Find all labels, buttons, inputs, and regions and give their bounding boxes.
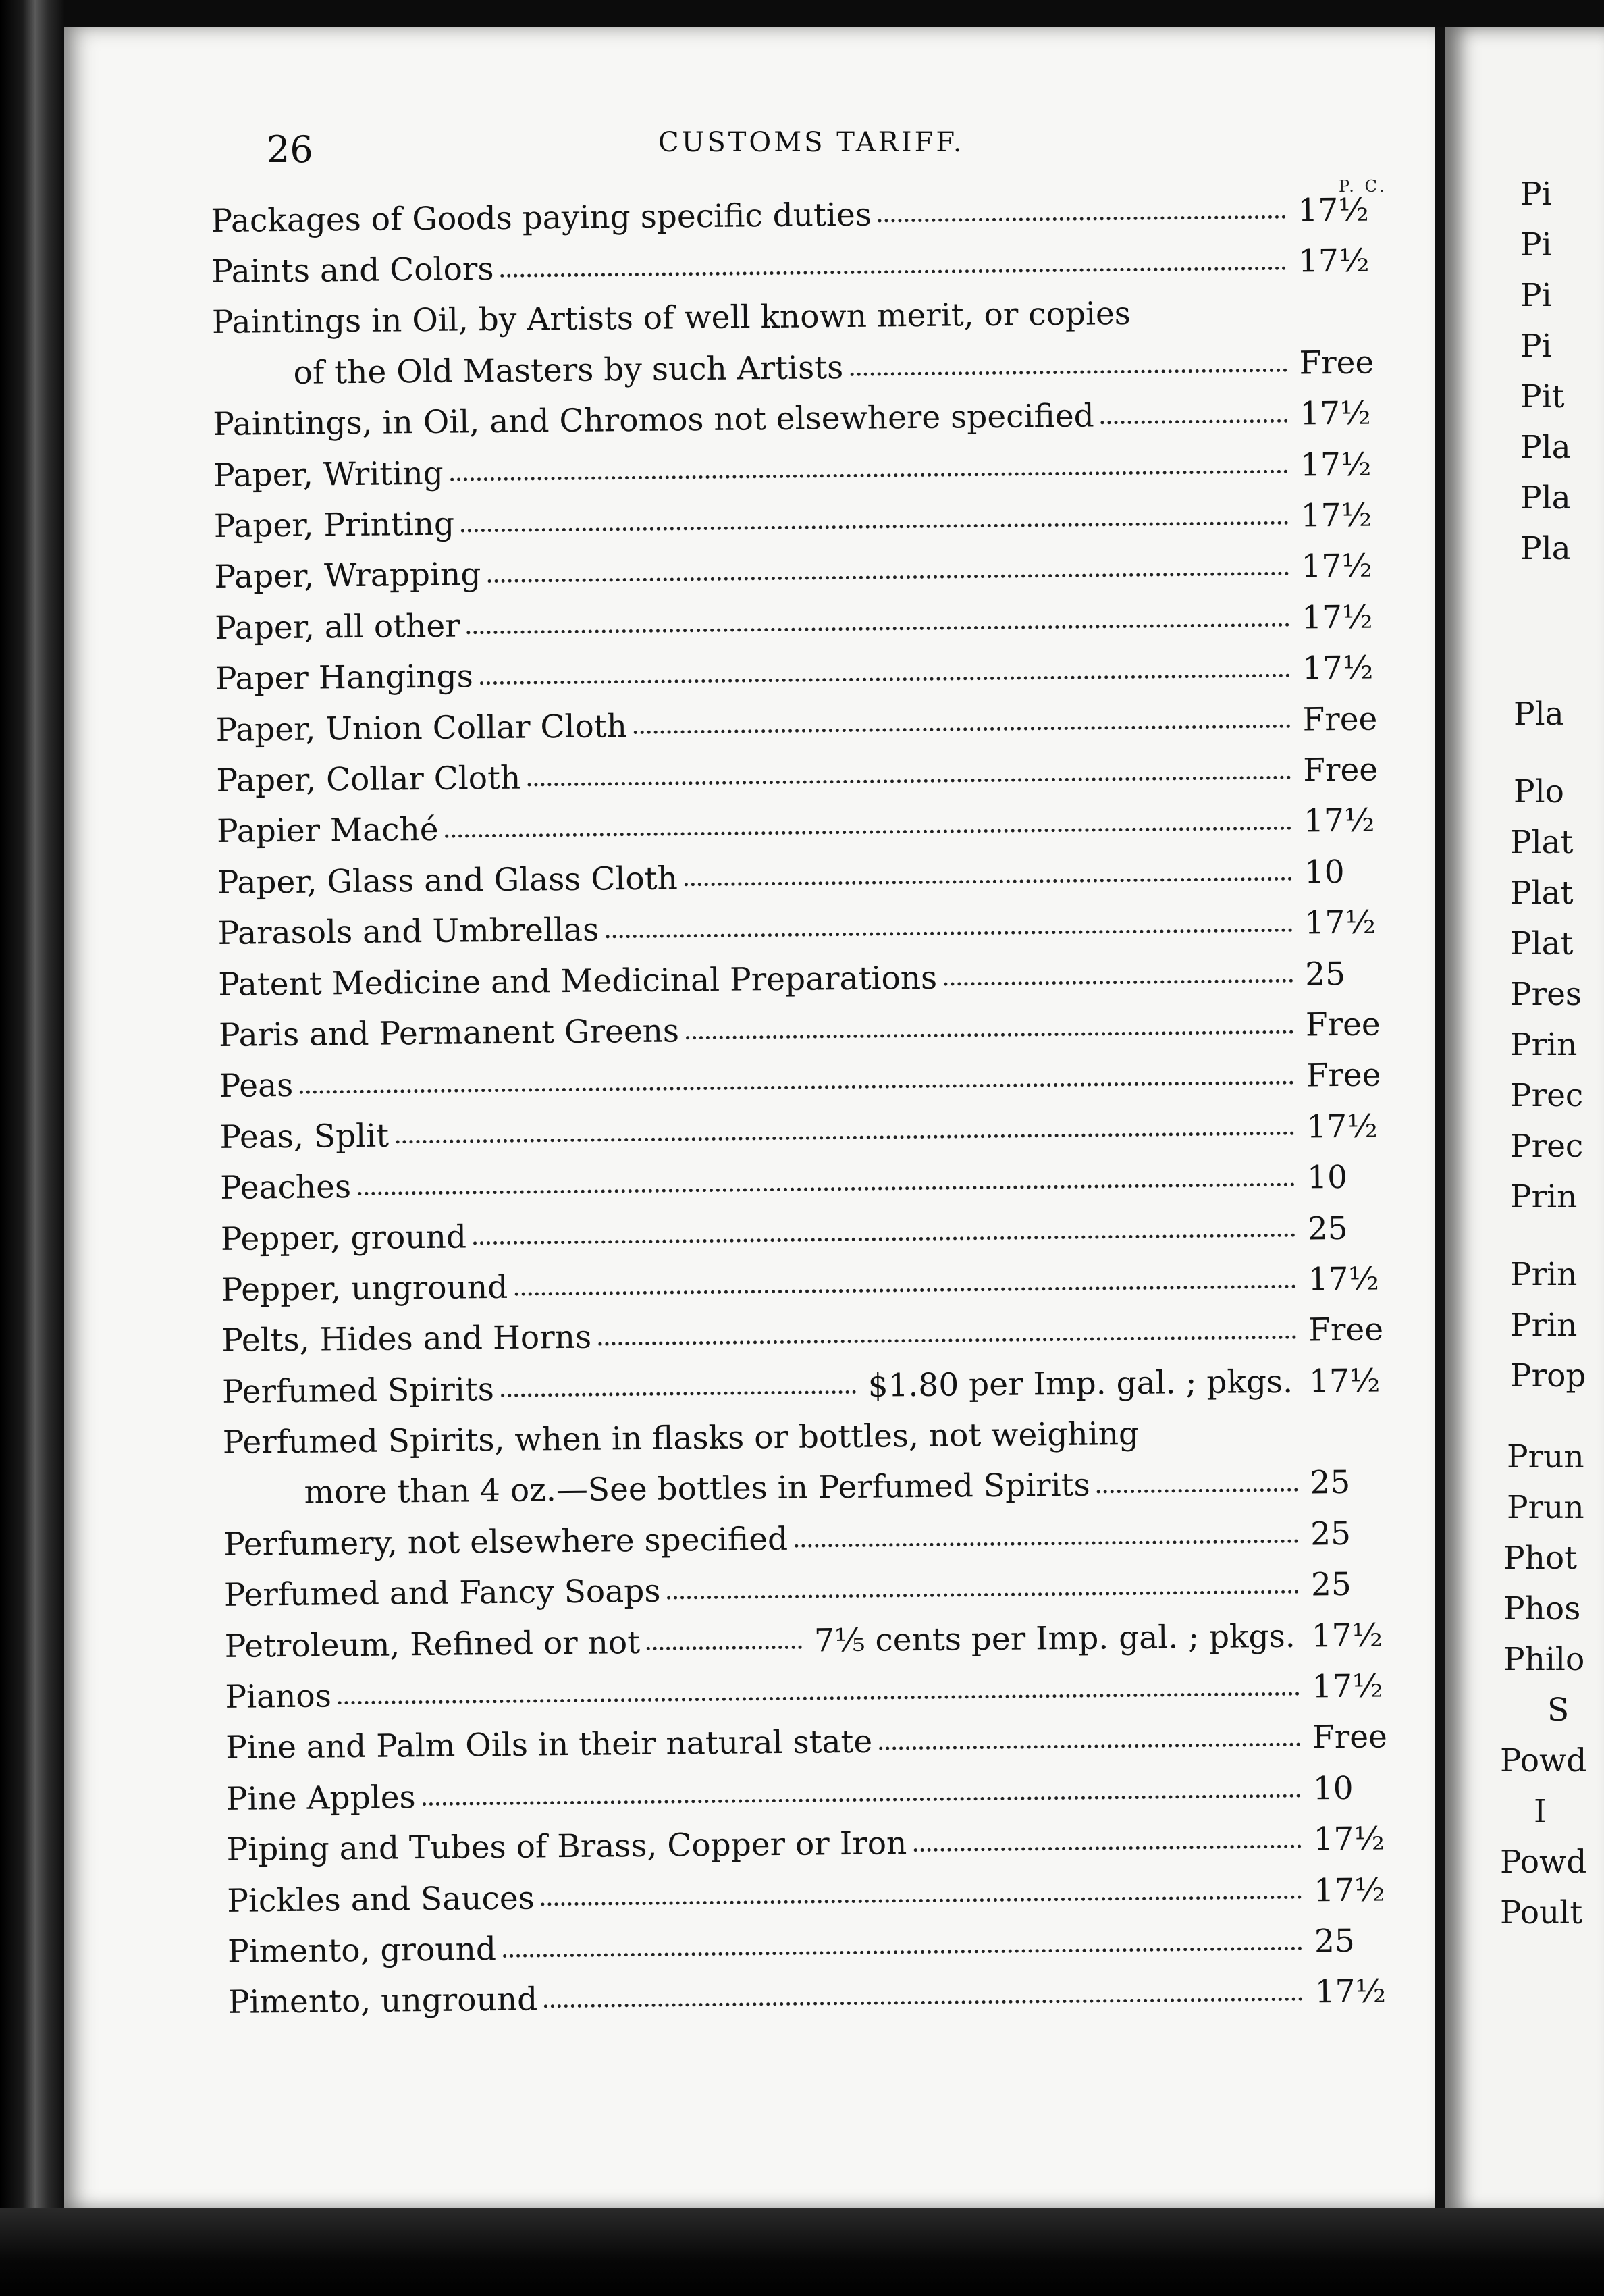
- entry-rate: 17½: [1300, 446, 1372, 484]
- leader-dots: [634, 725, 1291, 734]
- entry-rate: 17½: [1304, 904, 1376, 942]
- opposite-page-fragment: I: [1534, 1793, 1547, 1830]
- entry-rate: 10: [1306, 1159, 1348, 1197]
- opposite-page-fragment: Philo: [1503, 1641, 1585, 1678]
- entry-name: Pianos: [225, 1677, 332, 1716]
- leader-dots: [358, 1182, 1295, 1195]
- entry-rate: Free: [1312, 1718, 1388, 1756]
- entry-name: Paper, all other: [214, 607, 460, 647]
- entry-name: Perfumed Spirits, when in flasks or bottles, not weighing: [222, 1415, 1140, 1461]
- entry-rate: 25: [1307, 1209, 1348, 1247]
- entry-rate: 17½: [1303, 802, 1375, 840]
- entry-name: Perfumery, not elsewhere specified: [223, 1520, 788, 1563]
- entry-name: Pickles and Sauces: [227, 1879, 535, 1920]
- entry-name: Paints and Colors: [211, 251, 494, 291]
- rate-column-header: P. C.: [1339, 177, 1387, 196]
- opposite-page-fragment: Pla: [1520, 530, 1571, 567]
- entry-name: Paper, Printing: [213, 505, 455, 546]
- entry-name: Packages of Goods paying specific duties: [211, 196, 872, 240]
- leader-dots: [473, 1234, 1295, 1245]
- opposite-page-fragment: Prin: [1510, 1026, 1578, 1064]
- entry-name: Pine Apples: [225, 1779, 416, 1818]
- opposite-page-fragment: Plat: [1510, 875, 1574, 912]
- leader-dots: [461, 521, 1289, 532]
- leader-dots: [598, 1336, 1296, 1346]
- entry-rate: 17½: [1301, 598, 1373, 637]
- entry-name: Pimento, unground: [228, 1981, 538, 2022]
- entry-name: Paper, Collar Cloth: [216, 759, 521, 800]
- opposite-page-fragment: Prin: [1510, 1178, 1578, 1216]
- opposite-page-fragment: Poult: [1500, 1894, 1583, 1931]
- opposite-page-fragment: S: [1547, 1692, 1570, 1729]
- entry-name: Peaches: [219, 1168, 352, 1207]
- opposite-page-fragment: Pit: [1520, 378, 1565, 415]
- leader-dots: [503, 1946, 1302, 1957]
- entry-name: Perfumed and Fancy Soaps: [223, 1572, 661, 1615]
- entry-rate: Free: [1305, 1006, 1381, 1044]
- opposite-page-fragment: Prin: [1510, 1307, 1578, 1344]
- opposite-page-fragment: Powd: [1500, 1844, 1587, 1881]
- entry-rate: 17½: [1306, 1107, 1379, 1146]
- leader-dots: [541, 1896, 1302, 1906]
- page-number: 26: [267, 128, 313, 171]
- entry-name: Patent Medicine and Medicinal Preparations: [218, 959, 938, 1003]
- entry-rate: Free: [1308, 1311, 1384, 1349]
- entry-name: of the Old Masters by such Artists: [293, 348, 844, 392]
- entry-name: Paintings in Oil, by Artists of well known merit, or copies: [211, 295, 1131, 342]
- opposite-page-fragment: Prec: [1510, 1077, 1584, 1114]
- entry-name: Paintings, in Oil, and Chromos not elsewhere specified: [213, 397, 1094, 444]
- entry-name: Paris and Permanent Greens: [218, 1012, 680, 1054]
- opposite-page-fragment: Prec: [1510, 1128, 1584, 1165]
- leader-dots: [487, 572, 1289, 583]
- leader-dots: [446, 827, 1292, 838]
- leader-dots: [647, 1646, 802, 1650]
- entry-name: Pelts, Hides and Horns: [221, 1318, 592, 1360]
- opposite-page-fragment: Phot: [1503, 1540, 1578, 1577]
- leader-dots: [527, 775, 1291, 786]
- entry-rate: 10: [1304, 853, 1345, 891]
- opposite-page-fragment: Powd: [1500, 1742, 1587, 1779]
- entry-rate: 25: [1304, 955, 1346, 993]
- entry-name: Parasols and Umbrellas: [217, 911, 599, 953]
- opposite-page-fragment: Pi: [1520, 328, 1552, 365]
- opposite-page-fragment: Prun: [1507, 1438, 1584, 1476]
- entry-rate: 17½: [1300, 394, 1371, 433]
- entry-name: more than 4 oz.—See bottles in Perfumed Spirits: [304, 1467, 1090, 1512]
- entry-rate: 17½: [1308, 1260, 1380, 1299]
- tariff-entry-list: [211, 176, 1416, 2020]
- entry-rate: 25: [1310, 1515, 1352, 1553]
- leader-dots: [501, 1390, 856, 1397]
- entry-specific-duty: 7⅕ cents per Imp. gal. ; pkgs.: [813, 1617, 1295, 1660]
- opposite-page-fragment: Prop: [1510, 1357, 1586, 1394]
- opposite-page-fragment: Pi: [1520, 226, 1552, 263]
- opposite-page-fragment: Prin: [1510, 1256, 1578, 1293]
- opposite-page-fragment: Plo: [1514, 773, 1564, 810]
- leader-dots: [685, 877, 1292, 887]
- entry-rate: 25: [1310, 1566, 1352, 1604]
- entry-name: Peas: [219, 1067, 294, 1105]
- entry-name: Pimento, ground: [227, 1931, 497, 1971]
- leader-dots: [1097, 1488, 1298, 1494]
- opposite-page-fragment: Pla: [1514, 696, 1564, 733]
- entry-name: Pepper, unground: [221, 1268, 508, 1309]
- leader-dots: [686, 1030, 1293, 1039]
- entry-name: Peas, Split: [219, 1117, 390, 1156]
- entry-name: Perfumed Spirits: [221, 1370, 495, 1411]
- leader-dots: [667, 1590, 1299, 1600]
- leader-dots: [850, 368, 1287, 375]
- entry-rate: 25: [1310, 1464, 1351, 1502]
- leader-dots: [606, 929, 1292, 939]
- entry-rate: 17½: [1308, 1362, 1381, 1401]
- leader-dots: [338, 1692, 1300, 1704]
- entry-specific-duty: $1.80 per Imp. gal. ; pkgs.: [867, 1363, 1293, 1405]
- leader-dots: [423, 1794, 1301, 1805]
- entry-name: Pepper, ground: [220, 1218, 467, 1258]
- opposite-page-fragment: Phos: [1503, 1590, 1581, 1627]
- entry-rate: 10: [1312, 1769, 1354, 1808]
- entry-rate: Free: [1303, 751, 1379, 789]
- opposite-page-fragment: Pres: [1510, 976, 1582, 1013]
- entry-rate: Free: [1306, 1056, 1381, 1095]
- entry-rate: 17½: [1314, 1871, 1385, 1910]
- entry-rate: 17½: [1313, 1820, 1385, 1858]
- leader-dots: [300, 1081, 1294, 1094]
- entry-name: Pine and Palm Oils in their natural state: [225, 1723, 873, 1767]
- entry-name: Papier Maché: [216, 811, 439, 851]
- entry-name: Paper Hangings: [215, 658, 473, 698]
- entry-rate: 17½: [1312, 1667, 1384, 1706]
- leader-dots: [944, 979, 1293, 986]
- entry-rate: 25: [1314, 1922, 1356, 1960]
- entry-name: Paper, Writing: [213, 454, 444, 494]
- leader-dots: [913, 1844, 1301, 1852]
- opposite-page-fragment: Prun: [1507, 1489, 1584, 1526]
- leader-dots: [467, 623, 1290, 634]
- entry-rate: 17½: [1311, 1617, 1383, 1655]
- entry-rate: 17½: [1298, 191, 1370, 230]
- leader-dots: [501, 266, 1287, 277]
- leader-dots: [878, 215, 1286, 223]
- leader-dots: [1101, 419, 1288, 425]
- entry-rate: 17½: [1301, 547, 1373, 585]
- leader-dots: [879, 1743, 1300, 1750]
- opposite-page-fragment: Plat: [1510, 824, 1574, 861]
- entry-name: Paper, Wrapping: [214, 556, 481, 596]
- entry-rate: 17½: [1298, 242, 1370, 280]
- entry-name: Paper, Union Collar Cloth: [215, 707, 628, 749]
- entry-name: Paper, Glass and Glass Cloth: [217, 860, 678, 902]
- leader-dots: [795, 1539, 1298, 1547]
- entry-rate: Free: [1302, 700, 1378, 739]
- opposite-page-fragment: Pi: [1520, 176, 1552, 213]
- running-head: CUSTOMS TARIFF.: [658, 127, 965, 158]
- entry-rate: 17½: [1300, 496, 1372, 535]
- entry-rate: Free: [1299, 344, 1374, 382]
- opposite-page-fragment: Pla: [1520, 479, 1571, 517]
- leader-dots: [450, 470, 1288, 481]
- leader-dots: [544, 1998, 1303, 2008]
- entry-name: Piping and Tubes of Brass, Copper or Iron: [226, 1825, 907, 1869]
- opposite-page-fragment: Pla: [1520, 429, 1571, 466]
- entry-rate: 17½: [1314, 1973, 1387, 2011]
- entry-name: Petroleum, Refined or not: [224, 1623, 641, 1665]
- leader-dots: [396, 1132, 1294, 1144]
- entry-rate: 17½: [1302, 649, 1374, 687]
- book-gutter: [0, 0, 64, 2296]
- opposite-page-fragment: Pi: [1520, 277, 1552, 314]
- leader-dots: [514, 1284, 1295, 1295]
- leader-dots: [480, 674, 1290, 685]
- opposite-page-fragment: Plat: [1510, 925, 1574, 962]
- bottom-shadow: [0, 2208, 1604, 2296]
